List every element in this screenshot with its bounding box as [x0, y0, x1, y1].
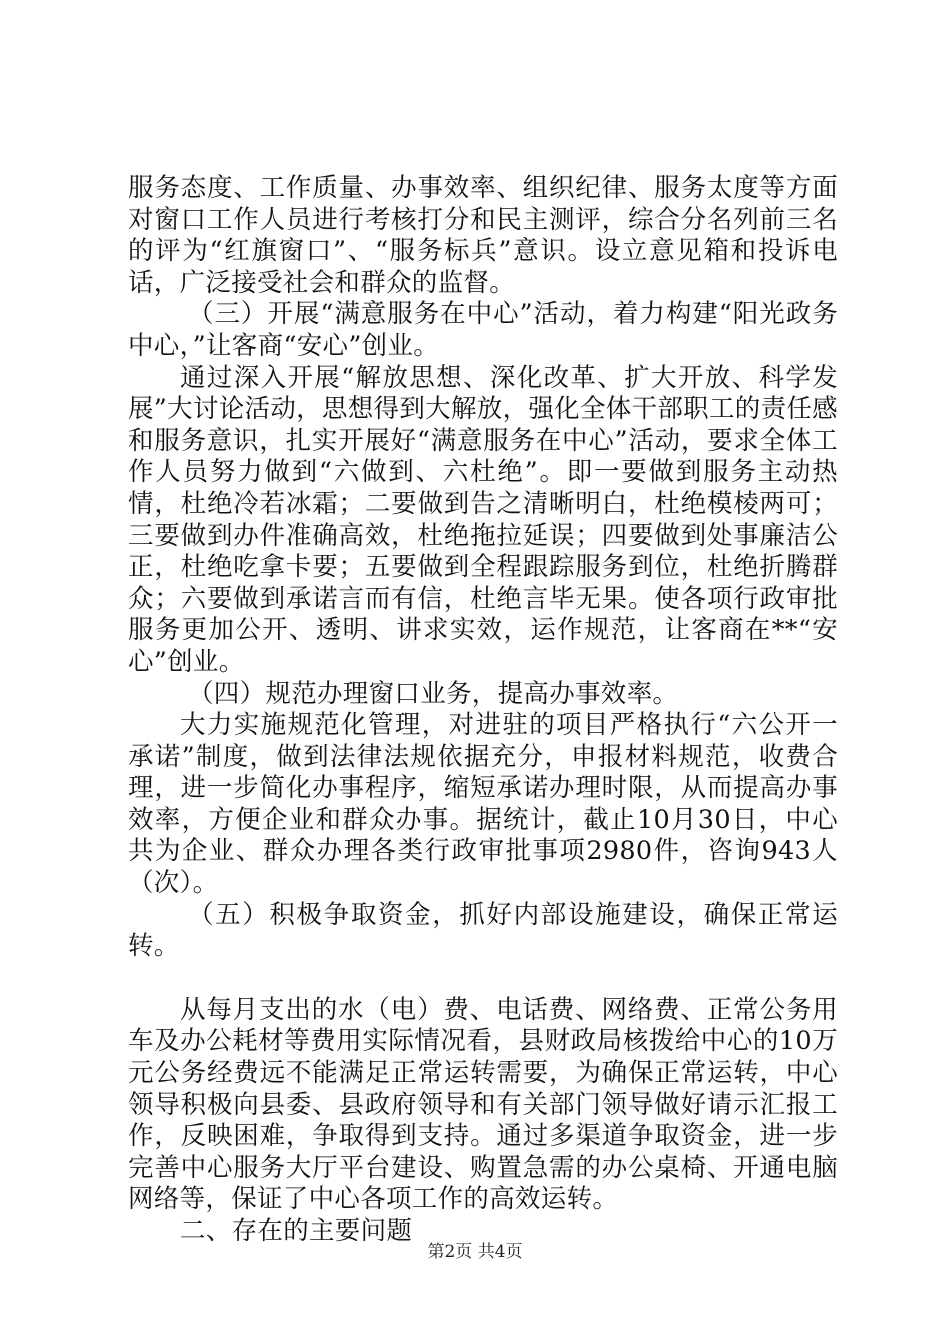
paragraph-funding: 从每月支出的水（电）费、电话费、网络费、正常公务用车及办公耗材等费用实际情况看，县财政局核拨给中心的10万元公务经费远不能满足正常运转需要，为确保正常运转，中心领导积极向县委、县政府领导和有关部门领导做好请示汇报工作，反映困难，争取得到支持。通过多渠道争取资金，进一步完善中心服务大厅平台建设、购置急需的办公桌椅、开通电脑网络等，保证了中心各项工作的高效运转。 — [128, 994, 838, 1215]
document-body — [128, 173, 838, 1248]
paragraph-satisfaction-service: 通过深入开展“解放思想、深化改革、扩大开放、科学发展”大讨论活动，思想得到大解放，强化全体干部职工的责任感和服务意识，扎实开展好“满意服务在中心”活动，要求全体工作人员努力做到“六做到、六杜绝”。即一要做到服务主动热情，杜绝冷若冰霜；二要做到告之清晰明白，杜绝模棱两可；三要做到办件准确高效，杜绝拖拉延误；四要做到处事廉洁公正，杜绝吃拿卡要；五要做到全程跟踪服务到位，杜绝折腾群众；六要做到承诺言而有信，杜绝言毕无果。使各项行政审批服务更加公开、透明、讲求实效，运作规范，让客商在**“安心”创业。 — [128, 362, 838, 677]
paragraph-evaluation-continued: 服务态度、工作质量、办事效率、组织纪律、服务太度等方面对窗口工作人员进行考核打分和民主测评，综合分名列前三名的评为“红旗窗口”、“服务标兵”意识。设立意见箱和投诉电话，广泛接受社会和群众的监督。 — [128, 173, 838, 298]
page-footer: 第2页 共4页 — [427, 1242, 523, 1262]
section-heading-five: （五）积极争取资金，抓好内部设施建设，确保正常运转。 — [128, 899, 838, 962]
paragraph-standardized-management: 大力实施规范化管理，对进驻的项目严格执行“六公开一承诺”制度，做到法律法规依据充分，申报材料规范，收费合理，进一步简化办事程序，缩短承诺办理时限，从而提高办事效率，方便企业和群众办事。据统计，截止10月30日，中心共为企业、群众办理各类行政审批事项2980件，咨询943人（次）。 — [128, 710, 838, 899]
section-heading-main-problems: 二、存在的主要问题 — [180, 1216, 413, 1246]
section-heading-three: （三）开展“满意服务在中心”活动，着力构建“阳光政务中心，”让客商“安心”创业。 — [128, 299, 838, 361]
section-heading-four: （四）规范办理窗口业务，提高办事效率。 — [188, 678, 679, 709]
